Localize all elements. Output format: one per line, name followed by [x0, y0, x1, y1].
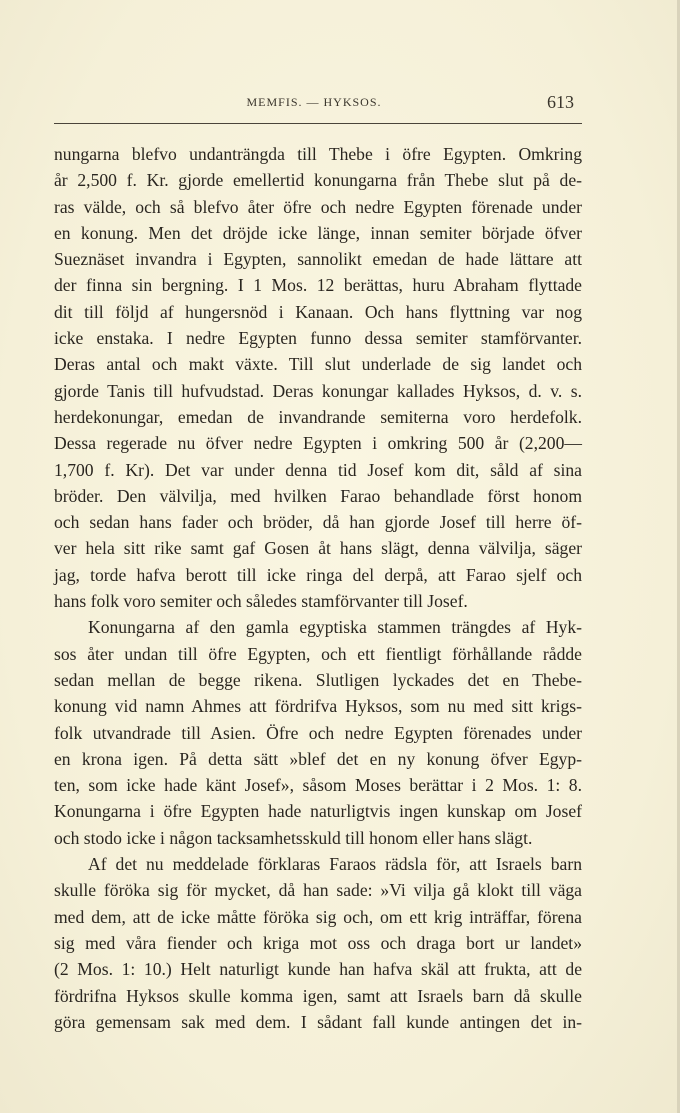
text-line: en konung. Men det dröjde icke länge, innan semiter började öfver — [54, 222, 582, 243]
text-line: herdekonungar, emedan de invandrande semiterna voro herdefolk. — [54, 406, 582, 427]
text-line: Deras antal och makt växte. Till slut underlade de sig landet och — [54, 354, 582, 375]
text-line: fördrifna Hyksos skulle komma igen, samt att Israels barn då skulle — [54, 985, 582, 1006]
text-line: år 2,500 f. Kr. gjorde emellertid konungarna från Thebe slut på de- — [54, 170, 582, 191]
text-line: konung vid namn Ahmes att fördrifva Hyksos, som nu med sitt krigs- — [54, 696, 582, 717]
text-line: 1,700 f. Kr). Det var under denna tid Josef kom dit, såld af sina — [54, 459, 582, 480]
text-line: sedan mellan de begge rikena. Slutligen lyckades det en Thebe- — [54, 669, 582, 690]
text-line: ras välde, och så blefvo åter öfre och nedre Egypten förenade under — [54, 196, 582, 217]
text-line: Konungarna af den gamla egyptiska stammen trängdes af Hyk- — [88, 617, 582, 638]
text-line: icke enstaka. I nedre Egypten funno dessa semiter stamförvanter. — [54, 328, 582, 349]
text-line: (2 Mos. 1: 10.) Helt naturligt kunde han hafva skäl att frukta, att de — [54, 959, 582, 980]
text-line: Konungarna i öfre Egypten hade naturligtvis ingen kunskap om Josef — [54, 801, 582, 822]
text-line: sos åter undan till öfre Egypten, och ett fientligt förhållande rådde — [54, 643, 582, 664]
text-line: Dessa regerade nu öfver nedre Egypten i omkring 500 år (2,200— — [54, 433, 582, 454]
text-line: jag, torde hafva berott till icke ringa del derpå, att Farao sjelf och — [54, 564, 582, 585]
text-line: hans folk voro semiter och således stamförvanter till Josef. — [54, 591, 468, 612]
text-line: sig med våra fiender och kriga mot oss och draga bort ur landet» — [54, 932, 582, 953]
text-line: skulle föröka sig för mycket, då han sade: »Vi vilja gå klokt till väga — [54, 880, 582, 901]
header-rule — [54, 123, 582, 124]
body-text — [54, 141, 582, 1035]
text-line: folk utvandrade till Asien. Öfre och nedre Egypten förenades under — [54, 722, 582, 743]
text-line: och stodo icke i någon tacksamhetsskuld till honom eller hans slägt. — [54, 827, 533, 848]
text-line: göra gemensam sak med dem. I sådant fall kunde antingen det in- — [54, 1011, 582, 1032]
text-line: ten, som icke hade känt Josef», såsom Moses berättar i 2 Mos. 1: 8. — [54, 775, 582, 796]
page-header — [54, 92, 574, 118]
text-line: dit till följd af hungersnöd i Kanaan. Och hans flyttning var nog — [54, 301, 582, 322]
running-title: MEMFIS. — HYKSOS. — [246, 95, 382, 109]
text-line: med dem, att de icke måtte föröka sig och, om ett krig inträffar, förena — [54, 906, 582, 927]
text-line: Af det nu meddelade förklaras Faraos rädsla för, att Israels barn — [88, 854, 582, 875]
page-number: 613 — [547, 92, 574, 112]
text-line: ver hela sitt rike samt gaf Gosen åt hans slägt, denna välvilja, säger — [54, 538, 582, 559]
text-line: bröder. Den välvilja, med hvilken Farao behandlade först honom — [54, 485, 582, 506]
text-line: nungarna blefvo undanträngda till Thebe i öfre Egypten. Omkring — [54, 144, 582, 164]
text-line: en krona igen. På detta sätt »blef det en ny konung öfver Egyp- — [54, 748, 582, 769]
text-line: och sedan hans fader och bröder, då han gjorde Josef till herre öf- — [54, 512, 582, 533]
text-line: gjorde Tanis till hufvudstad. Deras konungar kallades Hyksos, d. v. s. — [54, 380, 582, 401]
text-line: der finna sin bergning. I 1 Mos. 12 berättas, huru Abraham flyttade — [54, 275, 582, 296]
text-line: Sueznäset invandra i Egypten, sannolikt emedan de hade lättare att — [54, 249, 582, 270]
